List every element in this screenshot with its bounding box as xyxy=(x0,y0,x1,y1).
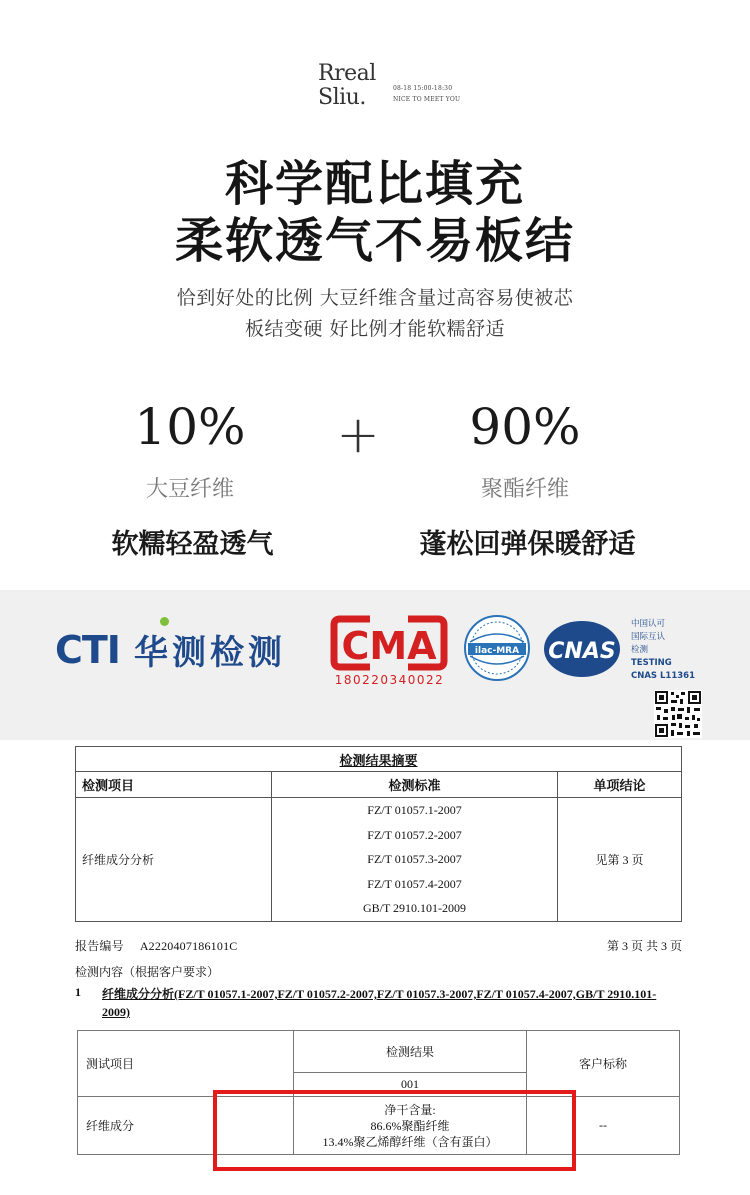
soy-fiber-feature: 软糯轻盈透气 xyxy=(111,529,274,560)
subtitle-line-1: 恰到好处的比例 大豆纤维含量过高容易使被芯 xyxy=(176,287,574,309)
result-header-mark: 客户标称 xyxy=(527,1031,680,1097)
soy-fiber-label: 大豆纤维 xyxy=(145,477,234,502)
cti-logo-chinese: 华测检测 xyxy=(133,633,286,673)
cti-logo-text: CTI xyxy=(55,627,120,672)
cnas-info-line: TESTING xyxy=(631,658,672,668)
cnas-info xyxy=(631,618,695,683)
content-item-text: 纤维成分分析(FZ/T 01057.1-2007,FZ/T 01057.2-2007,FZ/T 01057.3-2007,FZ/T 01057.4-2007,GB/T 2910.101-2009) xyxy=(102,987,657,1019)
content-item xyxy=(75,985,675,1021)
cnas-info-line: 检测 xyxy=(631,645,649,655)
cnas-logo-icon xyxy=(542,618,626,680)
cti-logo xyxy=(55,625,286,674)
cnas-info-line: 中国认可 xyxy=(631,619,666,629)
result-line: 86.6%聚酯纤维 xyxy=(370,1118,450,1133)
cma-logo-icon xyxy=(330,615,448,673)
result-line: 13.4%聚乙烯醇纤维（含有蛋白） xyxy=(322,1134,498,1149)
standard-entry: GB/T 2910.101-2009 xyxy=(362,901,467,916)
subtitle-line-2: 板结变硬 好比例才能软糯舒适 xyxy=(244,318,506,340)
brand-tagline xyxy=(393,83,460,105)
headline-line-1: 科学配比填充 xyxy=(224,156,525,212)
summary-conclusion-cell: 见第 3 页 xyxy=(558,798,682,922)
result-sample-id: 001 xyxy=(294,1073,527,1097)
report-info-row xyxy=(75,937,682,954)
report-number xyxy=(75,937,237,954)
headline-line-2: 柔软透气不易板结 xyxy=(174,213,575,269)
brand-line-2: Sliu. xyxy=(318,85,366,110)
soy-fiber-percent: 10% xyxy=(134,398,246,456)
cnas-info-line: CNAS L11361 xyxy=(631,671,695,681)
brand-tagline-time: 08-18 15:00-18:30 xyxy=(393,85,453,92)
page-info: 第 3 页 共 3 页 xyxy=(606,939,682,953)
cnas-text: CNAS xyxy=(548,639,616,664)
brand-logo xyxy=(318,62,376,110)
result-line: 净干含量: xyxy=(384,1102,436,1117)
standard-entry: FZ/T 01057.3-2007 xyxy=(367,852,462,867)
content-item-number: 1 xyxy=(75,985,81,999)
result-header-item: 测试项目 xyxy=(78,1031,294,1097)
ilac-mra-logo-icon xyxy=(462,612,532,684)
standard-entry: FZ/T 01057.4-2007 xyxy=(367,876,462,891)
cnas-info-line: 国际互认 xyxy=(631,632,666,642)
result-row-item: 纤维成分 xyxy=(78,1097,294,1155)
result-header-result: 检测结果 xyxy=(294,1031,527,1073)
cma-letters: CMA xyxy=(341,624,437,668)
polyester-fiber-feature: 蓬松回弹保暖舒适 xyxy=(419,529,636,560)
ilac-text: ilac-MRA xyxy=(474,646,520,656)
highlight-box xyxy=(213,1090,576,1171)
summary-table-title: 检测结果摘要 xyxy=(76,747,682,772)
plus-sign: + xyxy=(336,405,380,465)
summary-header-item: 检测项目 xyxy=(76,772,272,798)
polyester-fiber-label: 聚酯纤维 xyxy=(480,477,569,502)
brand-tagline-text: NICE TO MEET YOU xyxy=(393,96,461,103)
summary-item-cell: 纤维成分分析 xyxy=(76,798,272,922)
report-number-value: A2220407186101C xyxy=(139,939,238,953)
summary-header-standard: 检测标准 xyxy=(272,772,558,798)
brand-line-1: Rreal xyxy=(318,61,376,86)
test-summary-table xyxy=(75,746,682,922)
standard-entry: FZ/T 01057.1-2007 xyxy=(367,803,462,817)
content-header: 检测内容（根据客户要求） xyxy=(75,965,220,979)
cti-dot-icon xyxy=(160,617,169,626)
polyester-fiber-percent: 90% xyxy=(469,398,581,456)
qr-code-icon xyxy=(654,690,702,738)
standard-entry: FZ/T 01057.2-2007 xyxy=(367,827,462,842)
cma-number: 180220340022 xyxy=(334,673,445,687)
report-number-label: 报告编号 xyxy=(75,939,124,953)
summary-header-conclusion: 单项结论 xyxy=(558,772,682,798)
result-mark-value: -- xyxy=(527,1097,680,1155)
summary-standards-cell xyxy=(272,798,558,922)
